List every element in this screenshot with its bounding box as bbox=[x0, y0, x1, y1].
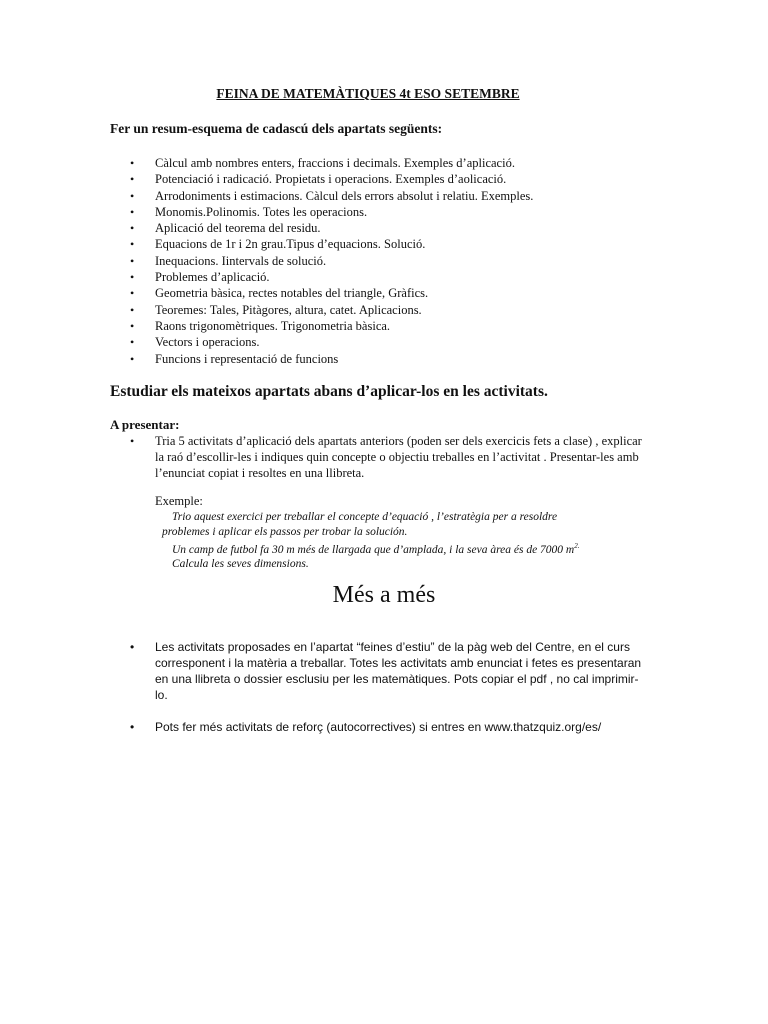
present-heading: A presentar: bbox=[110, 417, 180, 432]
example-line: Calcula les seves dimensions. bbox=[172, 558, 309, 571]
list-item: • Vectors i operacions. bbox=[130, 335, 260, 350]
list-item: • Potenciació i radicació. Propietats i operacions. Exemples d’aolicació. bbox=[130, 172, 507, 187]
bullet-icon: • bbox=[130, 253, 135, 268]
list-item: • Teoremes: Tales, Pitàgores, altura, catet. Aplicacions. bbox=[130, 302, 422, 317]
list-item: • Càlcul amb nombres enters, fraccions i decimals. Exemples d’aplicació. bbox=[130, 156, 515, 170]
example-text bbox=[162, 510, 682, 572]
study-heading: Estudiar els mateixos apartats abans d’aplicar-los en les activitats. bbox=[110, 383, 548, 400]
more-heading: Més a més bbox=[332, 582, 436, 608]
list-item: • Raons trigonomètriques. Trigonometria bàsica. bbox=[130, 318, 391, 333]
document-title: FEINA DE MATEMÀTIQUES 4t ESO SETEMBRE bbox=[216, 86, 520, 101]
bullet-icon: • bbox=[130, 286, 135, 301]
list-item: • Arrodoniments i estimacions. Càlcul dels errors absolut i relatiu. Exemples. bbox=[130, 188, 534, 203]
bullet-icon: • bbox=[130, 434, 135, 448]
superscript: 2. bbox=[574, 542, 580, 550]
list-item: • Geometria bàsica, rectes notables del triangle, Gràfics. bbox=[130, 286, 429, 301]
list-item: • Monomis.Polinomis. Totes les operacions. bbox=[130, 204, 368, 219]
more-list bbox=[128, 639, 648, 735]
list-item: • Les activitats proposades en l’apartat “feines d’estiu” de la pàg web del Centre, en el curs corresponent i la matèria a treballar. Totes les activitats amb enunciat i fetes es presentaran en una llibreta o dossier esclusiu per les matemàtiques. Pots copiar el pdf , no cal imprimir-lo. bbox=[130, 640, 642, 702]
list-item: • Problemes d’aplicació. bbox=[130, 270, 270, 285]
bullet-icon: • bbox=[130, 221, 135, 236]
list-item: • Funcions i representació de funcions bbox=[130, 351, 339, 366]
example-line: problemes i aplicar els passos per trobar la solución. bbox=[162, 525, 408, 538]
list-item: • Aplicació del teorema del residu. bbox=[130, 221, 321, 236]
example-label: Exemple: bbox=[155, 494, 203, 508]
example-line: Trio aquest exercici per treballar el concepte d’equació , l’estratègia per a resoldre bbox=[172, 511, 558, 523]
bullet-icon: • bbox=[130, 640, 135, 654]
bullet-icon: • bbox=[130, 237, 135, 252]
bullet-icon: • bbox=[130, 351, 135, 366]
document-subtitle: Fer un resum-esquema de cadascú dels apartats següents: bbox=[110, 121, 443, 136]
bullet-icon: • bbox=[130, 318, 135, 333]
present-instructions bbox=[128, 433, 648, 481]
example-line: Un camp de futbol fa 30 m més de llargada que d’amplada, i la seva àrea és de 7000 $m^{2.}$ bbox=[172, 542, 580, 556]
bullet-icon: • bbox=[130, 302, 135, 317]
bullet-icon: • bbox=[130, 204, 135, 219]
bullet-icon: • bbox=[130, 188, 135, 203]
bullet-icon: • bbox=[130, 720, 135, 734]
present-text: Tria 5 activitats d’aplicació dels apartats anteriors (poden ser dels exercicis fets a clase) , explicar la raó d’escollir-les i indiques quin concepte o objectiu treballes en l’activitat . Presentar-les amb l’enunciat copiat i resoltes en una llibreta. bbox=[155, 434, 642, 480]
list-item bbox=[128, 433, 648, 481]
list-item: • Equacions de 1r i 2n grau.Tipus d’equacions. Solució. bbox=[130, 237, 426, 252]
list-item: • Inequacions. Iintervals de solució. bbox=[130, 253, 327, 268]
list-item: • Pots fer més activitats de reforç (autocorrectives) si entres en www.thatzquiz.org/es/ bbox=[130, 720, 602, 734]
bullet-icon: • bbox=[130, 172, 135, 187]
bullet-icon: • bbox=[130, 156, 135, 170]
topics-list bbox=[128, 155, 533, 367]
bullet-icon: • bbox=[130, 335, 135, 350]
bullet-icon: • bbox=[130, 270, 135, 285]
